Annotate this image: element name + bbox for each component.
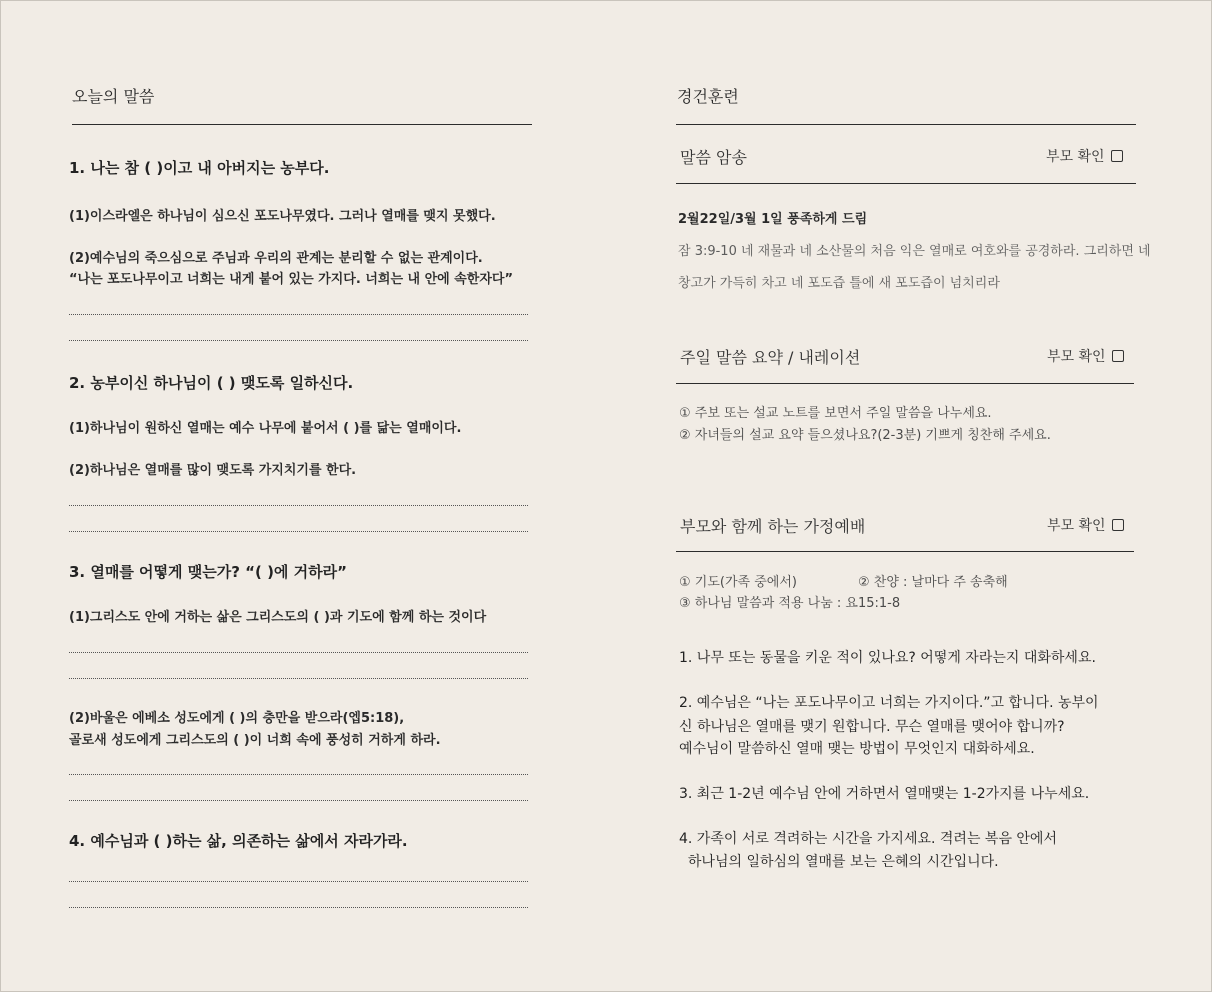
worship-parent-check[interactable] — [1047, 515, 1124, 535]
summary-title: 주일 말씀 요약 / 내레이션 — [680, 348, 861, 367]
checkbox-icon[interactable] — [1112, 519, 1124, 531]
parent-confirm-label: 부모 확인 — [1046, 149, 1105, 165]
answer-line — [69, 314, 528, 315]
answer-line — [69, 800, 528, 801]
answer-line — [69, 678, 528, 679]
summary-item-2: ② 자녀들의 설교 요약 들으셨나요?(2-3분) 기쁘게 칭찬해 주세요. — [679, 428, 1051, 443]
section-header-devotion: 경건훈련 — [677, 87, 739, 106]
checkbox-icon[interactable] — [1111, 150, 1123, 162]
family-question-1: 1. 나무 또는 동물을 키운 적이 있나요? 어떻게 자라는지 대화하세요. — [679, 650, 1096, 666]
family-question-2-line-2: 신 하나님은 열매를 맺기 원합니다. 무슨 열매를 맺어야 합니까? — [679, 719, 1065, 735]
family-question-4-line-1: 4. 가족이 서로 격려하는 시간을 가지세요. 격려는 복음 안에서 — [679, 831, 1057, 847]
header-rule — [72, 124, 532, 125]
question-2-title: 2. 농부이신 하나님이 ( ) 맺도록 일하신다. — [69, 374, 354, 392]
question-3-sub-3: 골로새 성도에게 그리스도의 ( )이 너희 속에 풍성히 거하게 하라. — [69, 733, 441, 748]
summary-item-1: ① 주보 또는 설교 노트를 보면서 주일 말씀을 나누세요. — [679, 406, 992, 421]
family-question-4-line-2: 하나님의 일하심의 열매를 보는 은혜의 시간입니다. — [679, 854, 999, 870]
question-1-sub-2: (2)예수님의 죽으심으로 주님과 우리의 관계는 분리할 수 없는 관계이다. — [69, 251, 483, 266]
answer-line — [69, 881, 528, 882]
worship-title: 부모와 함께 하는 가정예배 — [680, 517, 866, 536]
answer-line — [69, 340, 528, 341]
summary-parent-check[interactable] — [1047, 346, 1124, 366]
answer-line — [69, 652, 528, 653]
question-2-sub-2: (2)하나님은 열매를 많이 맺도록 가지치기를 한다. — [69, 463, 357, 478]
answer-line — [69, 907, 528, 908]
worship-item-prayer: ① 기도(가족 중에서) — [679, 575, 797, 590]
section-rule — [676, 383, 1134, 384]
worship-item-praise: ② 찬양 : 날마다 주 송축해 — [858, 575, 1008, 590]
memorize-verse-line-2: 창고가 가득히 차고 네 포도즙 틀에 새 포도즙이 넘치리라 — [678, 276, 1000, 291]
question-1-sub-3: “나는 포도나무이고 너희는 내게 붙어 있는 가지다. 너희는 내 안에 속한자다” — [69, 272, 514, 287]
question-3-sub-1: (1)그리스도 안에 거하는 삶은 그리스도의 ( )과 기도에 함께 하는 것이다 — [69, 610, 487, 625]
checkbox-icon[interactable] — [1112, 350, 1124, 362]
memorize-title: 말씀 암송 — [680, 148, 747, 167]
question-4-title: 4. 예수님과 ( )하는 삶, 의존하는 삶에서 자라가라. — [69, 832, 408, 850]
memorize-parent-check[interactable] — [1046, 146, 1123, 166]
answer-line — [69, 774, 528, 775]
section-rule — [676, 183, 1136, 184]
family-question-3: 3. 최근 1-2년 예수님 안에 거하면서 열매맺는 1-2가지를 나누세요. — [679, 786, 1090, 802]
question-1-title: 1. 나는 참 ( )이고 내 아버지는 농부다. — [69, 159, 330, 177]
question-2-sub-1: (1)하나님이 원하신 열매는 예수 나무에 붙어서 ( )를 닮는 열매이다. — [69, 421, 462, 436]
question-1-sub-1: (1)이스라엘은 하나님이 심으신 포도나무였다. 그러나 열매를 맺지 못했다. — [69, 209, 496, 224]
family-question-2-line-1: 2. 예수님은 “나는 포도나무이고 너희는 가지이다.”고 합니다. 농부이 — [679, 695, 1099, 711]
answer-line — [69, 531, 528, 532]
parent-confirm-label: 부모 확인 — [1047, 518, 1106, 534]
family-question-2-line-3: 예수님이 말씀하신 열매 맺는 방법이 무엇인지 대화하세요. — [679, 741, 1035, 757]
section-rule — [676, 551, 1134, 552]
header-rule — [676, 124, 1136, 125]
answer-line — [69, 505, 528, 506]
section-header-today-word: 오늘의 말씀 — [72, 87, 155, 106]
parent-confirm-label: 부모 확인 — [1047, 349, 1106, 365]
question-3-sub-2: (2)바울은 에베소 성도에게 ( )의 충만을 받으라(엡5:18), — [69, 711, 405, 726]
memorize-date: 2월22일/3월 1일 풍족하게 드림 — [678, 212, 868, 227]
worship-item-word: ③ 하나님 말씀과 적용 나눔 : 요15:1-8 — [679, 596, 901, 611]
memorize-verse-line-1: 잠 3:9-10 네 재물과 네 소산물의 처음 익은 열매로 여호와를 공경하라. 그리하면 네 — [678, 244, 1151, 259]
question-3-title: 3. 열매를 어떻게 맺는가? “( )에 거하라” — [69, 563, 347, 581]
